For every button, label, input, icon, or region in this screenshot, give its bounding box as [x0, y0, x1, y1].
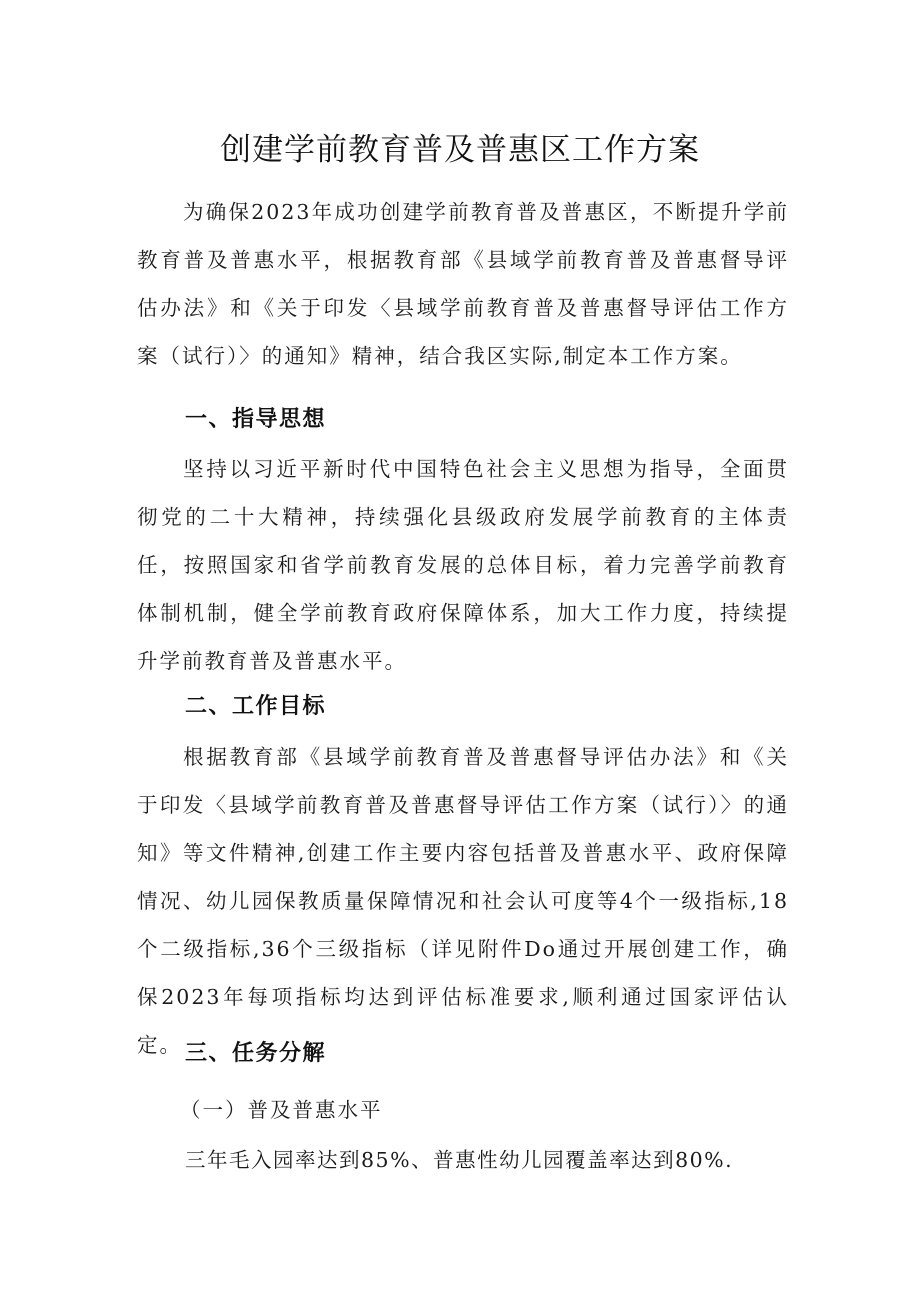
intro-paragraph: 为确保2023年成功创建学前教育普及普惠区，不断提升学前教育普及普惠水平，根据教育部《县域学前教育普及普惠督导评估办法》和《关于印发〈县域学前教育普及普惠督导评估工作方案（试行）〉的通知》精神，结合我区实际,制定本工作方案。 — [137, 200, 789, 368]
section-body-guiding-ideology: 坚持以习近平新时代中国特色社会主义思想为指导，全面贯彻党的二十大精神，持续强化县级政府发展学前教育的主体责任，按照国家和省学前教育发展的总体目标，着力完善学前教育体制机制，健全学前教育政府保障体系，加大工作力度，持续提升学前教育普及普惠水平。 — [137, 457, 789, 673]
section-heading-guiding-ideology: 一、指导思想 — [185, 407, 327, 432]
section-heading-work-goals: 二、工作目标 — [185, 694, 327, 719]
section-body-work-goals: 根据教育部《县域学前教育普及普惠督导评估办法》和《关于印发〈县域学前教育普及普惠督导评估工作方案（试行）〉的通知》等文件精神,创建工作主要内容包括普及普惠水平、政府保障情况、幼儿园保教质量保障情况和社会认可度等4个一级指标,18个二级指标,36个三级指标（详见附件Do通过开展创建工作，确保2023年每项指标均达到评估标准要求,顺利通过国家评估认定。 — [137, 745, 789, 1057]
section-heading-task-breakdown: 三、任务分解 — [185, 1041, 327, 1066]
document-title: 创建学前教育普及普惠区工作方案 — [220, 132, 700, 168]
subsection-heading-coverage: （一）普及普惠水平 — [180, 1098, 383, 1122]
subsection-line-coverage: 三年毛入园率达到85%、普惠性幼儿园覆盖率达到80%. — [185, 1148, 734, 1172]
